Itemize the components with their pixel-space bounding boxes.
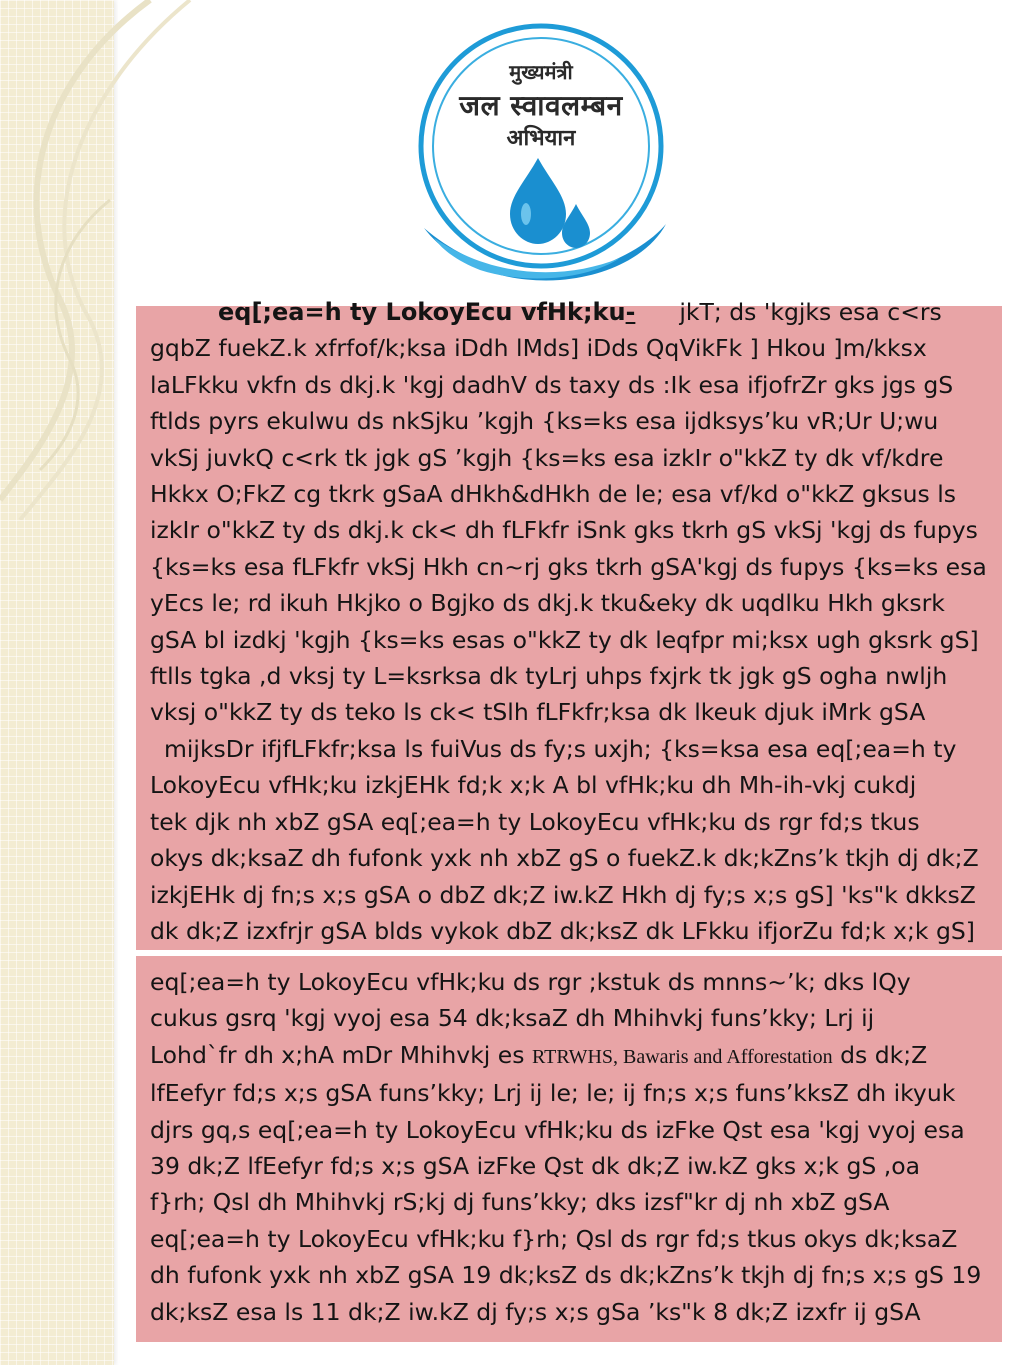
paragraph-line: LokoyEcu vfHk;ku izkjEHk fd;k x;k A bl vfHk;ku dh Mh-ih-vkj cukdj <box>150 771 917 800</box>
heading-continuation: jkT; ds 'kgjks esa c<rs <box>679 298 942 326</box>
campaign-logo <box>410 14 672 286</box>
logo-line-1: मुख्यमंत्री <box>509 60 573 84</box>
paragraph-line: izkjEHk dj fn;s x;s gSA o dbZ dk;Z iw.kZ Hkh dj fy;s x;s gS] 'ks"k dkksZ <box>150 880 976 909</box>
paragraph-line: lfEefyr fd;s x;s gSA funs’kky; Lrj ij le; le; ij fn;s x;s funs’kksZ dh ikyuk <box>150 1079 956 1108</box>
paragraph-line: cukus gsrq 'kgj vyoj esa 54 dk;ksaZ dh Mhihvkj funs’kky; Lrj ij <box>150 1004 875 1033</box>
paragraph-line: f}rh; Qsl dh Mhihvkj rS;kj dj funs’kky; dks izsf"kr dj nh xbZ gSA <box>150 1188 890 1217</box>
paragraph-line: ftlls tgka ,d vksj ty L=ksrksa dk tyLrj uhps fxjrk tk jgk gS ogha nwljh <box>150 662 948 691</box>
section-1-text <box>150 294 1000 949</box>
paragraph-line: vksj o"kkZ ty ds teko ls ck< tSlh fLFkfr;ksa dk lkeuk djuk iMrk gSA <box>150 698 926 727</box>
paragraph-line: 39 dk;Z lfEefyr fd;s x;s gSA izFke Qst dk dk;Z iw.kZ gks x;k gS ,oa <box>150 1152 921 1181</box>
paragraph-line: okys dk;ksaZ dh fufonk yxk nh xbZ gS o fuekZ.k dk;kZns’k tkjh dj dk;Z <box>150 844 979 873</box>
decorative-side-strip <box>0 0 114 1365</box>
section-2-text <box>150 964 1000 1330</box>
logo-line-3: अभियान <box>506 126 576 151</box>
paragraph-line: dk;ksZ esa ls 11 dk;Z iw.kZ dj fy;s x;s gSa ’ks"k 8 dk;Z izxfr ij gSA <box>150 1297 921 1326</box>
paragraph-line: izkIr o"kkZ ty ds dkj.k ck< dh fLFkfr iSnk gks tkrh gS vkSj 'kgj ds fupys <box>150 516 978 545</box>
text-segment: ds dk;Z <box>840 1040 928 1069</box>
logo-line-2: जल स्वावलम्बन <box>459 89 623 122</box>
paragraph-line: gSA bl izdkj 'kgjh {ks=ks esas o"kkZ ty dk leqfpr mi;ksx ugh gksrk gS] <box>150 625 979 654</box>
paragraph-line: djrs gq,s eq[;ea=h ty LokoyEcu vfHk;ku ds izFke Qst esa 'kgj vyoj esa <box>150 1115 965 1144</box>
paragraph-line: gqbZ fuekZ.k xfrfof/k;ksa iDdh lMds] iDds QqVikFk ] Hkou ]m/kksx <box>150 334 927 363</box>
paragraph-line: tek djk nh xbZ gSA eq[;ea=h ty LokoyEcu vfHk;ku ds rgr fd;s tkus <box>150 807 920 836</box>
text-segment: Lohd`fr dh x;hA mDr Mhihvkj es <box>150 1040 525 1069</box>
paragraph-line: eq[;ea=h ty LokoyEcu vfHk;ku f}rh; Qsl ds rgr fd;s tkus okys dk;ksaZ <box>150 1224 958 1253</box>
paragraph-line: ftlds pyrs ekulwu ds nkSjku ’kgjh {ks=ks esa ijdksys’ku vR;Ur U;wu <box>150 407 939 436</box>
paragraph-line: dh fufonk yxk nh xbZ gSA 19 dk;ksZ ds dk;kZns’k tkjh dj fn;s x;s gS 19 <box>150 1261 982 1290</box>
paragraph-line: dk dk;Z izxfrjr gSA blds vykok dbZ dk;ksZ dk LFkku ifjorZu fd;k x;k gS] <box>150 916 975 945</box>
heading-row <box>150 294 1000 330</box>
english-terms: RTRWHS, Bawaris and Afforestation <box>531 1045 833 1068</box>
paragraph-line: eq[;ea=h ty LokoyEcu vfHk;ku ds rgr ;kstuk ds mnns~’k; dks lQy <box>150 968 911 996</box>
paragraph-line: mijksDr ifjfLFkfr;ksa ls fuiVus ds fy;s uxjh; {ks=ksa esa eq[;ea=h ty <box>164 734 957 763</box>
paragraph-line-mixed <box>150 1037 1000 1075</box>
paragraph-line: Hkkx O;FkZ cg tkrk gSaA dHkh&dHkh de le; esa vf/kd o"kkZ gksus ls <box>150 480 957 509</box>
paragraph-line: {ks=ks esa fLFkfr vkSj Hkh cn~rj gks tkrh gSA'kgj ds fupys {ks=ks esa <box>150 552 987 581</box>
heading-dash: - <box>625 298 636 326</box>
paragraph-line: laLFkku vkfn ds dkj.k 'kgj dadhV ds taxy ds :Ik esa ifjofrZr gks jgs gS <box>150 370 954 399</box>
section-heading: eq[;ea=h ty LokoyEcu vfHk;ku <box>218 298 626 326</box>
paragraph-line: yEcs le; rd ikuh Hkjko o Bgjko ds dkj.k tku&eky dk uqdlku Hkh gksrk <box>150 589 945 618</box>
paragraph-line: vkSj juvkQ c<rk tk jgk gS ’kgjh {ks=ks esa izkIr o"kkZ ty dk vf/kdre <box>150 443 944 472</box>
